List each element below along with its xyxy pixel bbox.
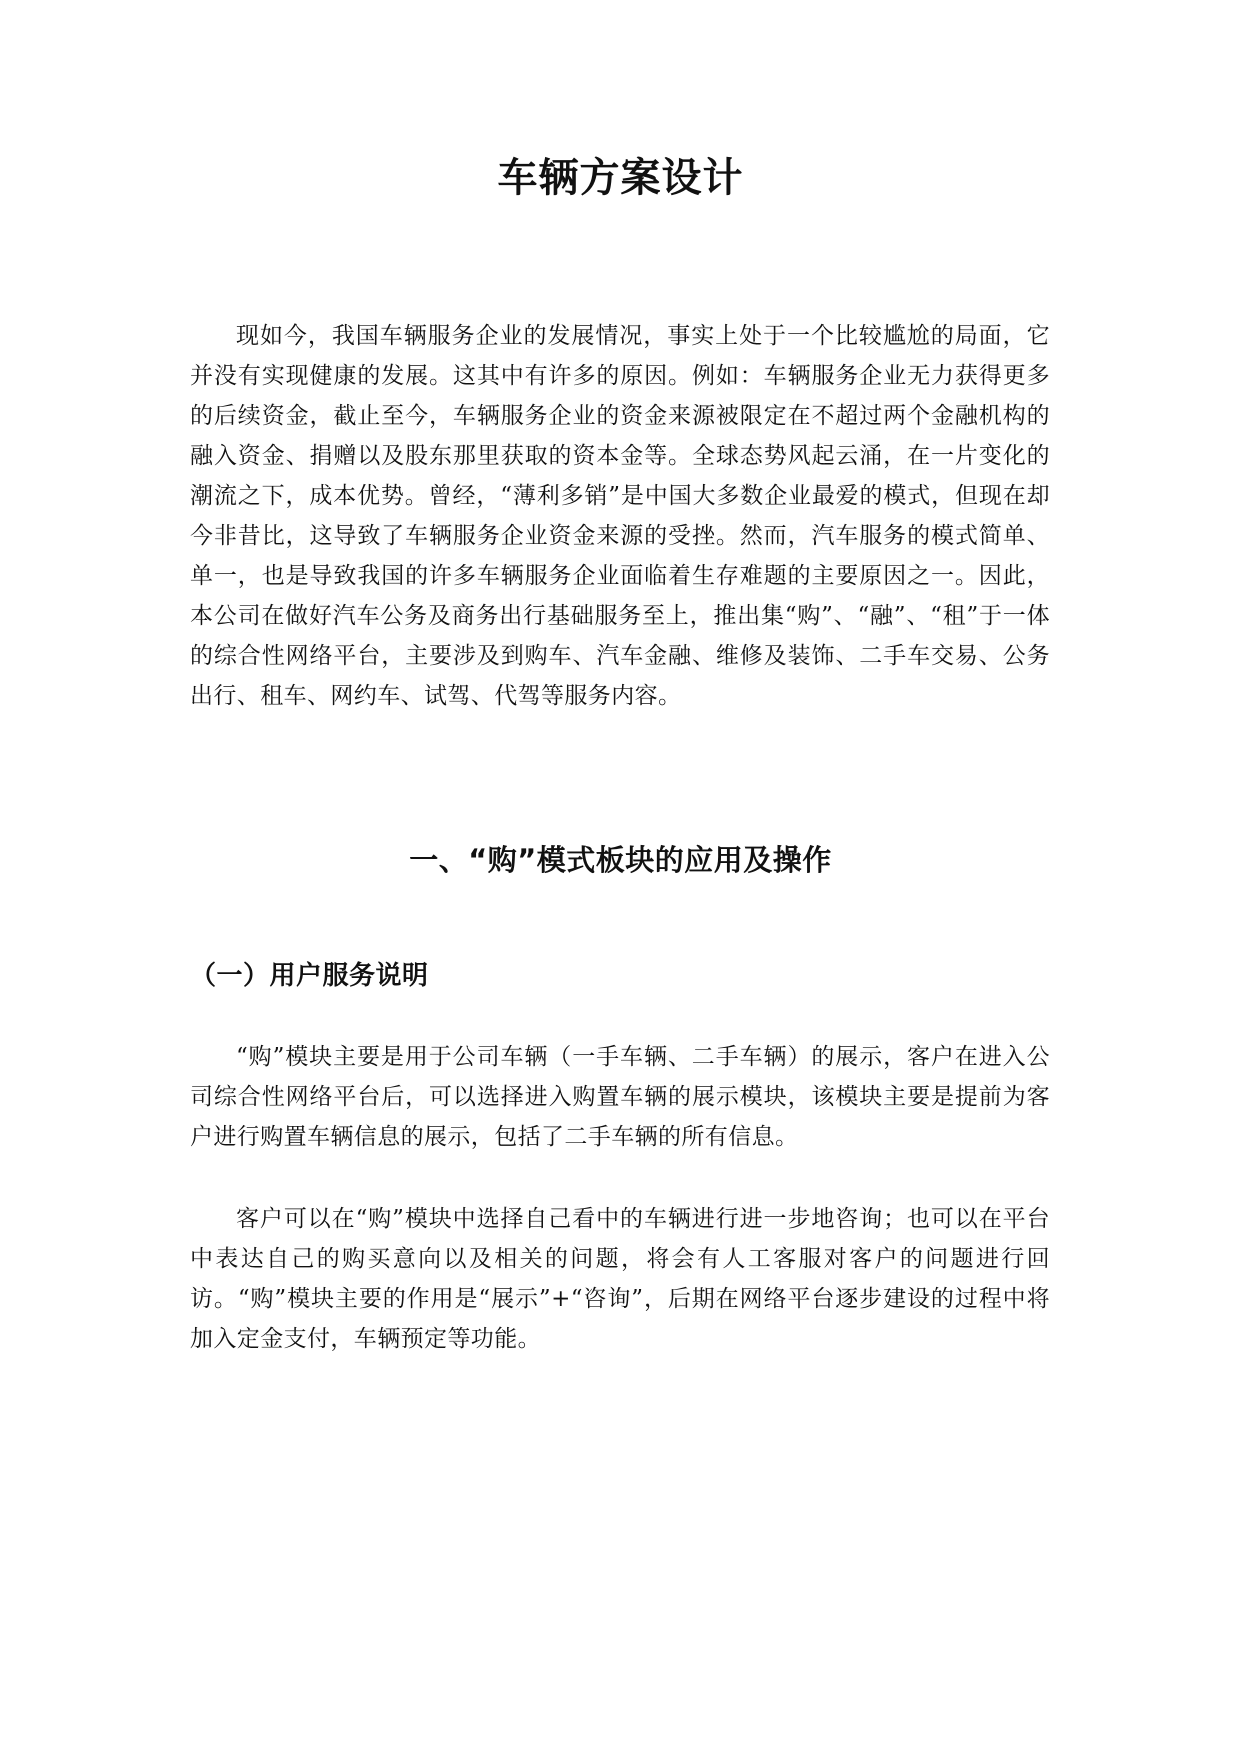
section-heading: 一、“购”模式板块的应用及操作 xyxy=(409,843,832,877)
buy-module-paragraph-2: 客户可以在“购”模块中选择自己看中的车辆进行进一步地咨询；也可以在平台中表达自己的购买意向以及相关的问题，将会有人工客服对客户的问题进行回访。“购”模块主要的作用是“展示”+“咨询”，后期在网络平台逐步建设的过程中将加入定金支付，车辆预定等功能。 xyxy=(190,1206,1050,1352)
document-title: 车辆方案设计 xyxy=(497,155,744,201)
subsection-heading: （一）用户服务说明 xyxy=(190,961,429,991)
buy-module-paragraph-1: “购”模块主要是用于公司车辆（一手车辆、二手车辆）的展示，客户在进入公司综合性网络平台后，可以选择进入购置车辆的展示模块，该模块主要是提前为客户进行购置车辆信息的展示，包括了二手车辆的所有信息。 xyxy=(190,1044,1050,1150)
intro-paragraph: 现如今，我国车辆服务企业的发展情况，事实上处于一个比较尴尬的局面，它并没有实现健康的发展。这其中有许多的原因。例如：车辆服务企业无力获得更多的后续资金，截止至今，车辆服务企业的资金来源被限定在不超过两个金融机构的融入资金、捐赠以及股东那里获取的资本金等。全球态势风起云涌，在一片变化的潮流之下，成本优势。曾经，“薄利多销”是中国大多数企业最爱的模式，但现在却今非昔比，这导致了车辆服务企业资金来源的受挫。然而，汽车服务的模式简单、单一，也是导致我国的许多车辆服务企业面临着生存难题的主要原因之一。因此，本公司在做好汽车公务及商务出行基础服务至上，推出集“购”、“融”、“租”于一体的综合性网络平台，主要涉及到购车、汽车金融、维修及装饰、二手车交易、公务出行、租车、网约车、试驾、代驾等服务内容。 xyxy=(190,323,1050,709)
